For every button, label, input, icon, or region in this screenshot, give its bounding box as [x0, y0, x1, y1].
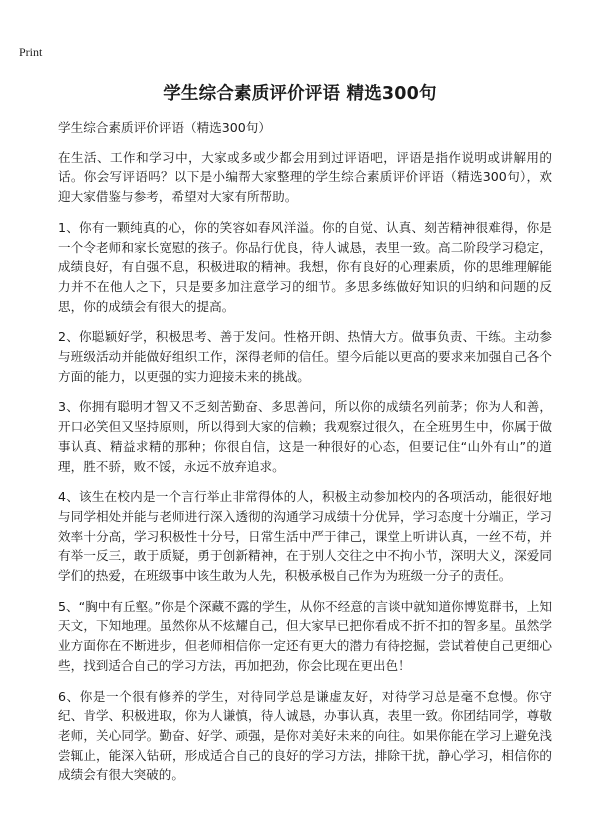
document-subtitle: 学生综合素质评价评语（精选300句） — [58, 120, 271, 135]
document-body — [58, 118, 552, 796]
intro-paragraph: 在生活、工作和学习中，大家或多或少都会用到过评语吧，评语是指作说明或讲解用的话。你会写评语吗？以下是小编帮大家整理的学生综合素质评价评语（精选300句），欢迎大家借鉴与参考，希望对大家有所帮助。 — [58, 149, 552, 205]
page-title: 学生综合素质评价评语 精选300句 — [163, 84, 437, 104]
comment-paragraph-3: 3、你拥有聪明才智又不乏刻苦勤奋、多思善问，所以你的成绩名列前茅；你为人和善，开口必笑但又坚持原则，所以得到大家的信赖；我观察过很久，在全班男生中，你属于做事认真、精益求精的那种；你很自信，这是一种很好的心态，但要记住“山外有山”的道理，胜不骄，败不馁，永远不放弃追求。 — [58, 399, 552, 474]
comment-paragraph-5: 5、“胸中有丘壑。”你是个深藏不露的学生，从你不经意的言谈中就知道你博览群书，上知天文，下知地理。虽然你从不炫耀自己，但大家早已把你看成不折不扣的智多星。虽然学业方面你在不断进步，但老师相信你一定还有更大的潜力有待挖掘，尝试着使自己更细心些，找到适合自己的学习方法，再加把劲，你会比现在更出色！ — [58, 598, 552, 673]
comment-paragraph-1: 1、你有一颗纯真的心，你的笑容如春风洋溢。你的自觉、认真、刻苦精神很难得，你是一个令老师和家长宽慰的孩子。你品行优良，待人诚恳，表里一致。高二阶段学习稳定，成绩良好，有自强不息，积极进取的精神。我想，你有良好的心理素质，你的思维理解能力并不在他人之下，只是要多加注意学习的细节。多思多练做好知识的归纳和问题的反思，你的成绩会有很大的提高。 — [58, 219, 552, 314]
comment-paragraph-6: 6、你是一个很有修养的学生，对待同学总是谦虚友好，对待学习总是毫不怠慢。你守纪、肯学、积极进取，你为人谦慎，待人诚恳，办事认真，表里一致。你团结同学，尊敬老师，关心同学。勤奋、好学、顽强，是你对美好未来的向往。如果你能在学习上避免浅尝辄止，能深入钻研，形成适合自己的良好的学习方法，排除干扰，静心学习，相信你的成绩会有很大突破的。 — [58, 688, 552, 783]
print-link[interactable]: Print — [19, 45, 43, 59]
comment-paragraph-4: 4、该生在校内是一个言行举止非常得体的人，积极主动参加校内的各项活动，能很好地与同学相处并能与老师进行深入透彻的沟通学习成绩十分优异，学习态度十分端正，学习效率十分高，学习积极性十分号，日常生活中严于律己，课堂上听讲认真，一丝不苟，并有举一反三，敢于质疑，勇于创新精神，在于别人交往之中不拘小节，深明大义，深爱同学们的热爱，在班级事中该生敢为人先，积极承极自己作为为班级一分子的责任。 — [58, 489, 552, 584]
comment-paragraph-2: 2、你聪颖好学，积极思考、善于发问。性格开朗、热情大方。做事负责、干练。主动参与班级活动并能做好组织工作，深得老师的信任。望今后能以更高的要求来加强自己各个方面的能力，以更强的实力迎接未来的挑战。 — [58, 329, 552, 384]
